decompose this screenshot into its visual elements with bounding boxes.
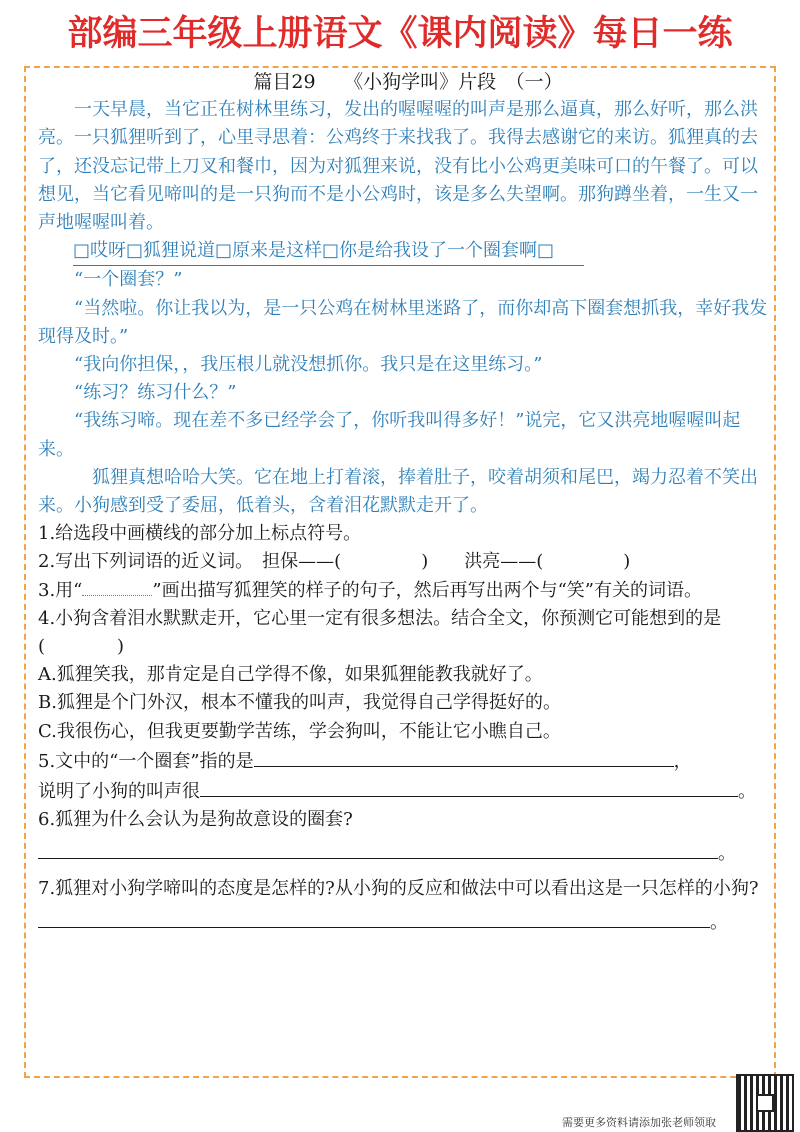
- question-2: 2.写出下列词语的近义词。 担保——( ) 洪亮——( ): [38, 551, 631, 573]
- footer-note: 需要更多资料请添加张老师领取: [562, 1116, 716, 1129]
- wavy-line-sample: [82, 585, 152, 596]
- question-6-answer: 。: [38, 838, 768, 868]
- question-4: 4.小狗含着泪水默默走开，它心里一定有很多想法。结合全文，你预测它可能想到的是( ): [38, 607, 722, 658]
- passage-paragraph: “我向你担保，，我压根儿就没想抓你。我只是在这里练习。”: [74, 354, 543, 376]
- passage-paragraph: 狐狸真想哈哈大笑。它在地上打着滚，捧着肚子，咬着胡须和尾巴，竭力忍着不笑出来。小狗感到受了委屈，低着头，含着泪花默默走开了。: [38, 466, 758, 517]
- page-title: 部编三年级上册语文《课内阅读》每日一练: [67, 13, 733, 54]
- qr-code-icon: [736, 1074, 794, 1132]
- question-5: 5.文中的“一个圈套”指的是 ，: [38, 746, 768, 776]
- answer-line[interactable]: [254, 746, 674, 767]
- answer-line[interactable]: [38, 907, 710, 928]
- question-6: 6.狐狸为什么会认为是狗故意设的圈套?: [38, 809, 353, 831]
- option-a: A.狐狸笑我，那肯定是自己学得不像，如果狐狸能教我就好了。: [38, 664, 543, 686]
- qr-center-icon: [756, 1094, 774, 1112]
- passage-paragraph: “练习？练习什么？”: [74, 382, 237, 404]
- answer-line[interactable]: [38, 838, 718, 859]
- underlined-sentence: □哎呀□狐狸说道□原来是这样□你是给我设了一个圈套啊□: [73, 237, 584, 266]
- passage-underlined-paragraph: [38, 237, 768, 266]
- passage-paragraph: “我练习啼。现在差不多已经学会了，你听我叫得多好！”说完，它又洪亮地喔喔叫起来。: [38, 410, 741, 460]
- answer-line[interactable]: [200, 776, 738, 797]
- question-1: 1.给选段中画横线的部分加上标点符号。: [38, 523, 362, 545]
- question-7: 7.狐狸对小狗学啼叫的态度是怎样的?从小狗的反应和做法中可以看出这是一只怎样的小狗?: [38, 877, 759, 899]
- question-list: [38, 520, 768, 937]
- question-5-cont: 说明了小狗的叫声很 。: [38, 776, 768, 806]
- reading-passage: [38, 96, 768, 520]
- passage-paragraph: “当然啦。你让我以为，是一只公鸡在树林里迷路了，而你却高下圈套想抓我，幸好我发现得及时。”: [38, 297, 768, 347]
- question-3: 3.用“ ”画出描写狐狸笑的样子的句子，然后再写出两个与“笑”有关的词语。: [38, 579, 702, 601]
- question-7-answer: 。: [38, 907, 768, 937]
- option-b: B.狐狸是个门外汉，根本不懂我的叫声，我觉得自己学得挺好的。: [38, 692, 561, 714]
- passage-paragraph: “一个圈套？”: [74, 269, 183, 291]
- section-subtitle: 篇目29 《小狗学叫》片段 （一）: [253, 71, 563, 93]
- option-c: C.我很伤心，但我更要勤学苦练，学会狗叫，不能让它小瞧自己。: [38, 720, 561, 742]
- passage-paragraph: 一天早晨，当它正在树林里练习，发出的喔喔喔的叫声是那么逼真，那么好听，那么洪亮。一只狐狸听到了，心里寻思着：公鸡终于来找我了。我得去感谢它的来访。狐狸真的去了，还没忘记带上刀叉和餐巾，因为对狐狸来说，没有比小公鸡更美味可口的午餐了。可以想见，当它看见啼叫的是一只狗而不是小公鸡时，该是多么失望啊。那狗蹲坐着，一生又一声地喔喔叫着。: [38, 99, 758, 234]
- worksheet-content: [38, 68, 768, 937]
